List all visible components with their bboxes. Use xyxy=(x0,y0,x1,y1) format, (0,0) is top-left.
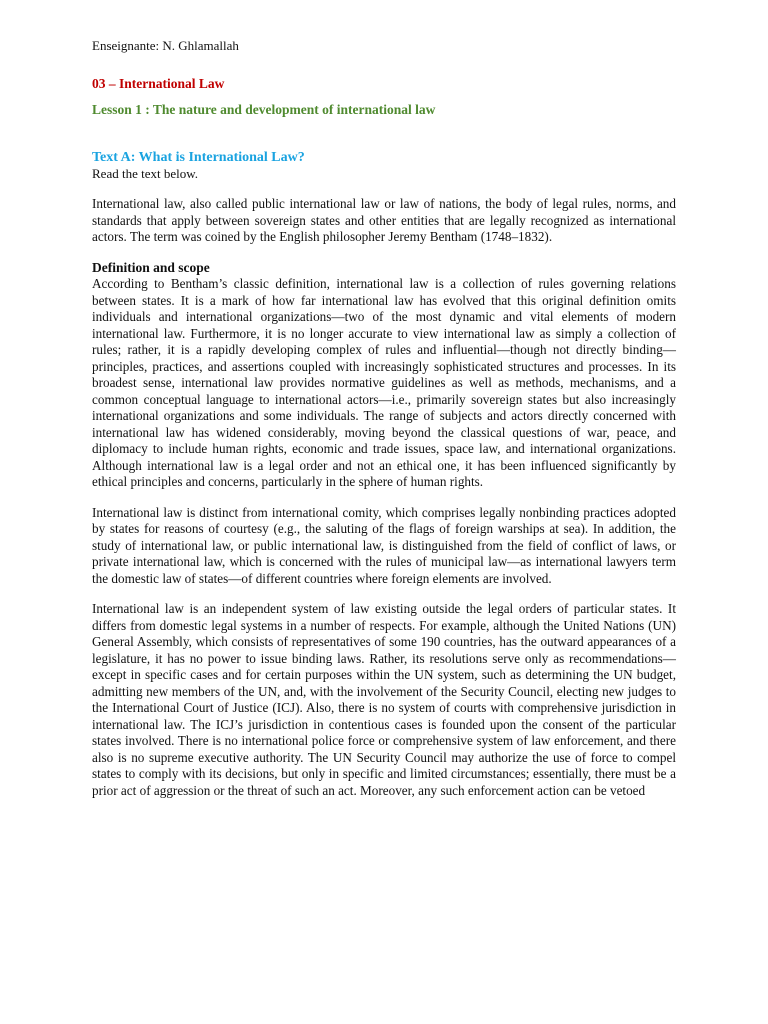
teacher-name: Enseignante: N. Ghlamallah xyxy=(92,38,239,53)
lesson-title: Lesson 1 : The nature and development of international law xyxy=(92,102,436,117)
definition-paragraph: According to Bentham’s classic definition, international law is a collection of rules governing relations between states. It is a mark of how far international law has evolved that this original definition omits individuals and international organizations—two of the most dynamic and vital elements of modern international law. Furthermore, it is no longer accurate to view international law as simply a collection of rules; rather, it is a rapidly developing complex of rules and influential—though not directly binding—principles, practices, and assertions coupled with increasingly sophisticated structures and processes. In its broadest sense, international law provides normative guidelines as well as methods, mechanisms, and a common conceptual language to international actors—i.e., primarily sovereign states but also increasingly international organizations and some individuals. The range of subjects and actors directly concerned with international law has widened considerably, moving beyond the classical questions of war, peace, and diplomacy to include human rights, economic and trade issues, space law, and international organizations. Although international law is a legal order and not an ethical one, it has been influenced significantly by ethical principles and concerns, particularly in the sphere of human rights. xyxy=(92,276,676,489)
course-title: 03 – International Law xyxy=(92,76,225,91)
reading-instruction: Read the text below. xyxy=(92,166,199,181)
intro-paragraph: International law, also called public international law or law of nations, the body of legal rules, norms, and standards that apply between sovereign states and other entities that are legally recognized as international actors. The term was coined by the English philosopher Jeremy Bentham (1748–1832). xyxy=(92,196,676,244)
definition-heading: Definition and scope xyxy=(92,259,210,275)
text-a-title: Text A: What is International Law? xyxy=(92,150,305,165)
comity-paragraph: International law is distinct from international comity, which comprises legally nonbinding practices adopted by states for reasons of courtesy (e.g., the saluting of the flags of foreign warships at sea). In addition, the study of international law, or public international law, is distinguished from the field of conflict of laws, or private international law, which is concerned with the rules of municipal law—as international lawyers term the domestic law of states—of different countries where foreign elements are involved. xyxy=(92,504,676,586)
document-page xyxy=(92,38,676,813)
independent-system-paragraph: International law is an independent system of law existing outside the legal orders of particular states. It differs from domestic legal systems in a number of respects. For example, although the United Nations (UN) General Assembly, which consists of representatives of some 190 countries, has the outward appearances of a legislature, it has no power to issue binding laws. Rather, its resolutions serve only as recommendations—except in specific cases and for certain purposes within the UN system, such as determining the UN budget, admitting new members of the UN, and, with the involvement of the Security Council, electing new judges to the International Court of Justice (ICJ). Also, there is no system of courts with comprehensive jurisdiction in international law. The ICJ’s jurisdiction in contentious cases is founded upon the consent of the particular states involved. There is no international police force or comprehensive system of law enforcement, and there also is no supreme executive authority. The UN Security Council may authorize the use of force to compel states to comply with its decisions, but only in specific and limited circumstances; essentially, there must be a prior act of aggression or the threat of such an act. Moreover, any such enforcement action can be vetoed xyxy=(92,601,676,798)
